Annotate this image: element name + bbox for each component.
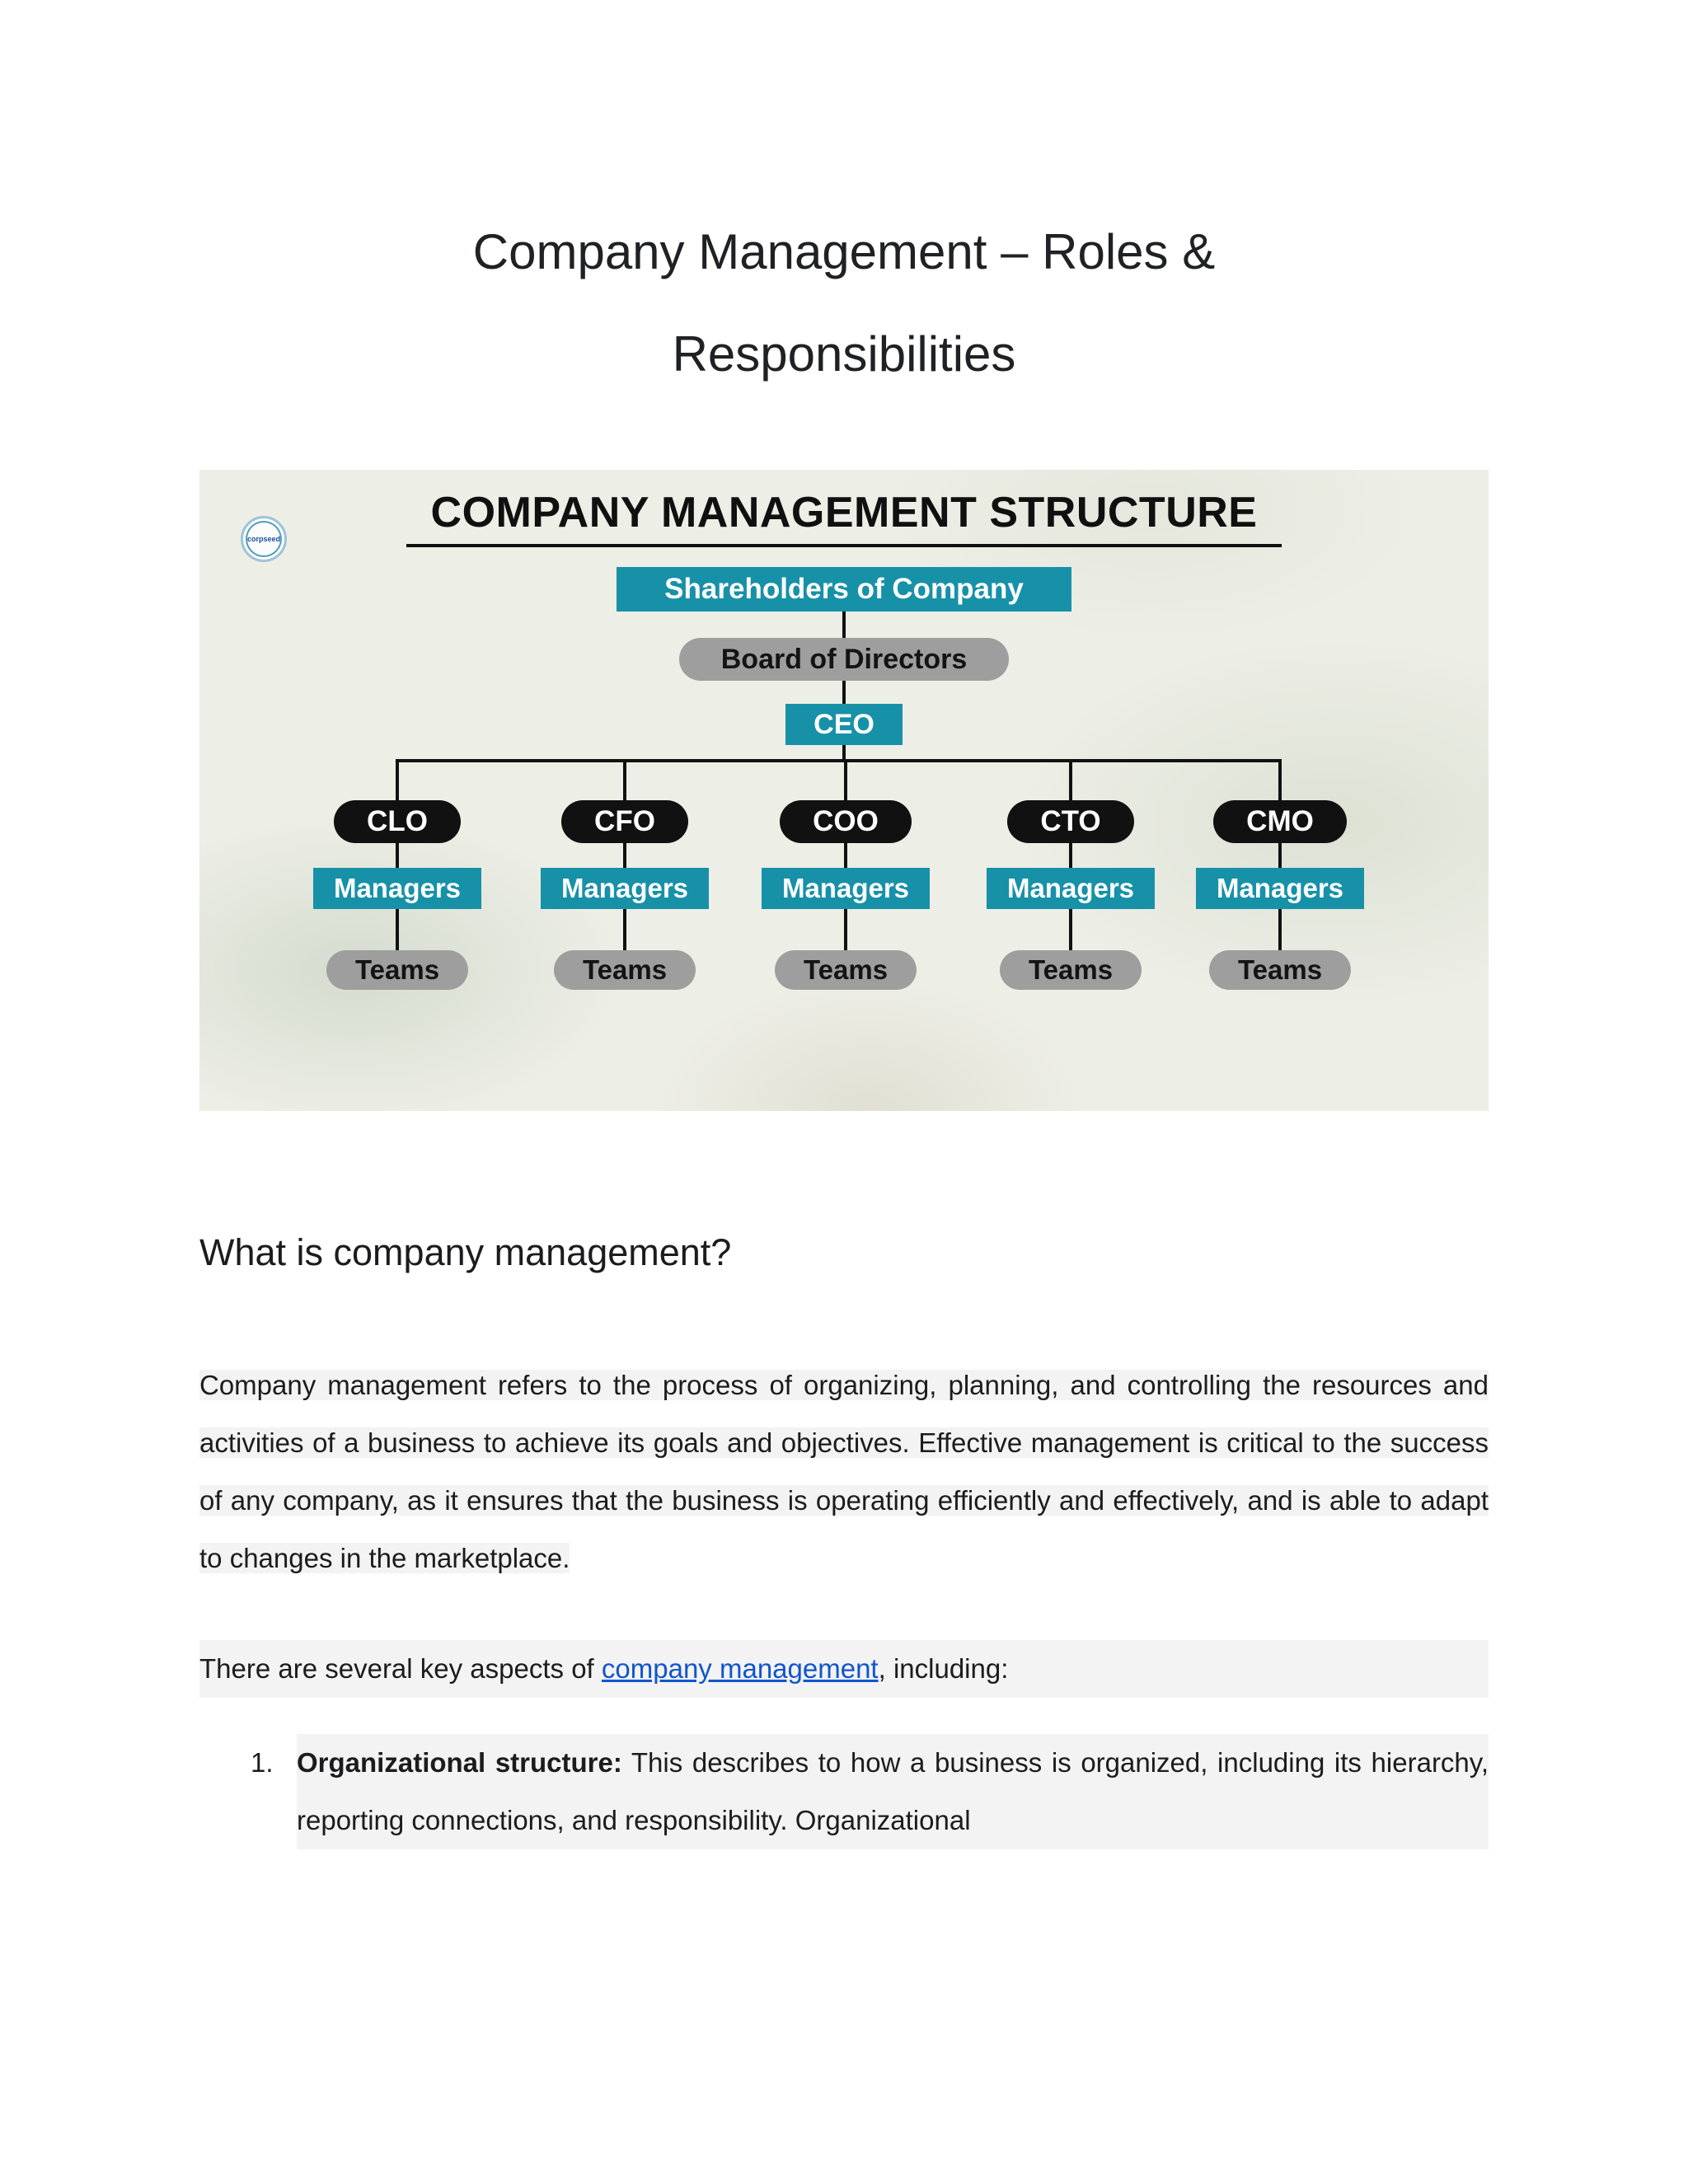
corpseed-logo [241,516,287,562]
teams-box: Teams [775,950,917,990]
managers-box: Managers [541,868,709,909]
connector-line [396,843,399,868]
managers-box: Managers [1196,868,1364,909]
connector-line [842,612,846,638]
document-title [0,0,1688,405]
org-branch-coo [762,761,930,990]
role-pill: COO [780,800,912,843]
list-item [251,1734,1489,1849]
paragraph-key-aspects [199,1640,1489,1698]
connector-line [844,909,847,950]
connector-line [1069,761,1072,800]
org-branch-cfo [541,761,709,990]
paragraph-text-suffix: , including: [878,1653,1009,1684]
paragraph-definition [199,1357,1489,1587]
list-item-body [297,1734,1489,1849]
role-pill: CMO [1213,800,1347,843]
connector-line [1278,843,1282,868]
node-ceo: CEO [785,704,903,745]
teams-box: Teams [326,950,468,990]
list-item-lead: Organizational structure: [297,1747,622,1778]
org-branch-cto [987,761,1155,990]
connector-line [396,909,399,950]
org-chart-title: COMPANY MANAGEMENT STRUCTURE [406,488,1282,547]
section-heading: What is company management? [199,1231,732,1273]
connector-line [844,843,847,868]
document-title-line2: Responsibilities [672,326,1016,382]
connector-line [623,909,626,950]
managers-box: Managers [762,868,930,909]
paragraph-text-prefix: There are several key aspects of [199,1653,602,1684]
connector-line [1069,843,1072,868]
list-item-number: 1. [251,1747,274,1778]
org-branch-cmo [1196,761,1364,990]
role-pill: CLO [334,800,461,843]
paragraph-text: Company management refers to the process of organizing, planning, and controlling the resources and activities of a business to achieve its goals and objectives. Effective management is critical to the success of any company, as it ensures that the business is operating efficiently and effectively, and is able to adapt to changes in the marketplace. [199,1370,1489,1573]
role-pill: CTO [1007,800,1133,843]
org-chart-figure [199,470,1489,1111]
connector-line [1278,761,1282,800]
company-management-link[interactable]: company management [601,1653,879,1684]
teams-box: Teams [1000,950,1142,990]
role-pill: CFO [561,800,688,843]
connector-line [396,761,399,800]
managers-box: Managers [987,868,1155,909]
teams-box: Teams [554,950,696,990]
numbered-list [0,1734,1688,1849]
node-shareholders: Shareholders of Company [617,567,1071,612]
teams-box: Teams [1209,950,1351,990]
connector-line [623,843,626,868]
connector-line [844,761,847,800]
org-branch-clo [313,761,481,990]
connector-line [842,681,846,704]
corpseed-logo-text: corpseed [246,535,281,543]
connector-line [623,761,626,800]
list-item-text: This describes to how a business is organized, including its hierarchy, reporting connections, and responsibility. Organizational [297,1747,1489,1835]
node-board-of-directors: Board of Directors [679,638,1009,681]
connector-line [1278,909,1282,950]
connector-line [1069,909,1072,950]
managers-box: Managers [313,868,481,909]
document-title-line1: Company Management – Roles & [472,224,1216,279]
